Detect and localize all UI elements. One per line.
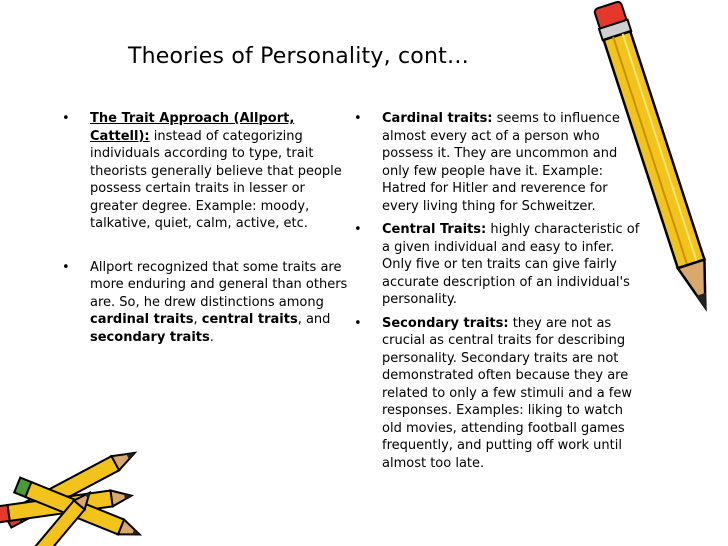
left-column [62,110,352,346]
term-cardinal: cardinal traits [90,312,194,327]
list-item [354,315,644,473]
term-central: central traits [201,312,298,327]
bullet-text [382,315,644,473]
item-heading: Central Traits: [382,222,487,237]
sentence-end: . [209,329,214,345]
separator: , and [297,312,331,327]
bullet-marker: • [62,111,70,126]
bullet-marker: • [354,315,362,331]
list-item [62,259,352,347]
pencils-cluster-icon [0,420,170,546]
item-heading: Secondary traits: [382,315,509,331]
bullet-text [90,110,352,233]
item-heading: Cardinal traits: [382,111,493,126]
bullet-marker: • [354,111,362,126]
pencil-icon [590,0,728,330]
item-body: seems to influence almost every act of a person who possess it. They are uncommon and only few people have it. Example: Hatred for Hitler and reverence for every living thing for Schweitzer. [382,111,620,214]
item-body: highly characteristic of a given individual and easy to infer. Only five or ten traits can give fairly accurate description of an individual's personality. [382,222,640,307]
bullet-marker: • [62,259,70,275]
bullet-text [90,259,352,347]
slide-title: Theories of Personality, cont… [128,44,470,69]
item-heading: The Trait Approach (Allport, Cattell): [90,111,295,144]
list-item [62,110,352,233]
term-secondary: secondary traits [90,329,210,345]
bullet-marker: • [354,222,362,237]
item-body: Allport recognized that some traits are more enduring and general than others are. So, he drew distinctions among [90,259,348,310]
item-body: they are not as crucial as central traits for describing personality. Secondary traits are not demonstrated often because they are related to only a few stimuli and a few responses. Examples: liking to watch old movies, attending football games frequently, and putting off work until almost too late. [382,315,633,471]
item-body: instead of categorizing individuals according to type, trait theorists generally believe that people possess certain traits in lesser or greater degree. Example: moody, talkative, quiet, calm, active, etc. [90,128,342,231]
separator: , [193,312,202,327]
